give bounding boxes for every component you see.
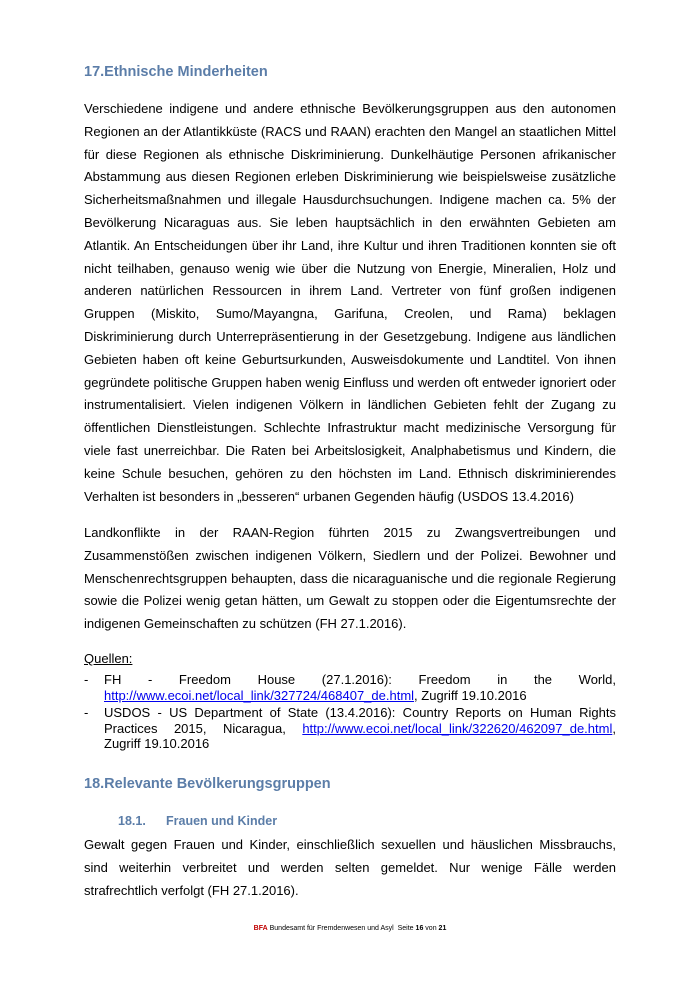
subsection-title: Frauen und Kinder [166, 814, 278, 828]
source-access-date: , Zugriff 19.10.2016 [414, 687, 527, 703]
sources-label: Quellen: [84, 651, 133, 666]
source-link[interactable]: http://www.ecoi.net/local_link/322620/462097_de.html [302, 720, 613, 736]
source-item [84, 705, 616, 752]
section-17-heading [84, 64, 268, 80]
source-text: FH - Freedom House (27.1.2016): Freedom in the World, [104, 672, 616, 687]
section-title: Ethnische Minderheiten [104, 64, 268, 80]
list-dash: - [84, 705, 89, 720]
subsection-18-1-heading [118, 814, 277, 828]
source-item [84, 672, 616, 703]
section-number: 17. [84, 64, 105, 80]
page-footer [0, 925, 700, 932]
page-number: 16 [415, 925, 424, 932]
subsection-number: 18.1. [118, 814, 146, 828]
source-link[interactable]: http://www.ecoi.net/local_link/327724/468407_de.html [104, 687, 415, 703]
page-total: 21 [438, 925, 447, 932]
paragraph-land-conflicts: Landkonflikte in der RAAN-Region führten 2015 zu Zwangsvertreibungen und Zusammenstößen zwischen indigenen Völkern, Siedlern und der Polizei. Bewohner und Menschenrechtsgruppen behaupten, dass die nicaraguanische und die regionale Regierung sowie die Polizei wenig getan hätten, um Gewalt zu stoppen oder die Eigentumsrechte der indigenen Gemeinschaften zu schützen (FH 27.1.2016). [84, 525, 616, 632]
section-number: 18. [84, 776, 105, 792]
agency-name: Bundesamt für Fremdenwesen und Asyl [269, 925, 394, 932]
source-text: USDOS - US Department of State (13.4.2016): Country Reports on Human Rights Practices 2015, Nicaragua, [104, 705, 616, 736]
of-word: von [425, 925, 437, 932]
paragraph-ethnic-minorities: Verschiedene indigene und andere ethnische Bevölkerungsgruppen aus den autonomen Regionen an der Atlantikküste (RACS und RAAN) erachten den Mangel an staatlichen Mittel für diese Regionen als ethnische Diskriminierung. Dunkelhäutige Personen afrikanischer Abstammung aus diesen Regionen erleben Diskriminierung wie beispielsweise zusätzliche Sicherheitsmaßnahmen und illegale Hausdurchsuchungen. Indigene machen ca. 5% der Bevölkerung Nicaraguas aus. Sie leben hauptsächlich in den erwähnten Gebieten am Atlantik. An Entscheidungen über ihr Land, ihre Kultur und ihren Traditionen konnten sie oft nicht teilhaben, genauso wenig wie über die Nutzung von Energie, Mineralien, Holz und anderen natürlichen Ressourcen in ihrem Land. Vertreter von fünf großen indigenen Gruppen (Miskito, Sumo/Mayangna, Garifuna, Creolen, und Rama) beklagen Diskriminierung durch Unterrepräsentierung in der Gesetzgebung. Indigene aus ländlichen Gebieten haben oft keine Geburtsurkunden, Ausweisdokumente und Landtitel. Von ihnen gegründete politische Gruppen haben wenig Einfluss und werden oft entweder ignoriert oder instrumentalisiert. Vielen indigenen Völkern in ländlichen Gebieten fehlt der Zugang zu öffentlichen Dienstleistungen. Schlechte Infrastruktur macht medizinische Versorgung für viele fast unerreichbar. Die Raten bei Arbeitslosigkeit, Analphabetismus und Kindern, die keine Schule besuchen, gehören zu den höchsten im Land. Ethnisch diskriminierendes Verhalten ist besonders in „besseren“ urbanen Gegenden häufig (USDOS 13.4.2016) [84, 101, 616, 504]
paragraph-women-children: Gewalt gegen Frauen und Kinder, einschließlich sexuellen und häuslichen Missbrauchs, sind weiterhin verbreitet und werden selten gemeldet. Nur wenige Fälle werden strafrechtlich verfolgt (FH 27.1.2016). [84, 837, 616, 898]
source-access-date: , Zugriff 19.10.2016 [104, 720, 616, 751]
bfa-logo: BFA [253, 925, 268, 932]
section-18-heading [84, 776, 331, 792]
section-title: Relevante Bevölkerungsgruppen [104, 776, 331, 792]
page-word: Seite [397, 925, 414, 932]
sources-list [84, 672, 616, 754]
list-dash: - [84, 672, 89, 687]
